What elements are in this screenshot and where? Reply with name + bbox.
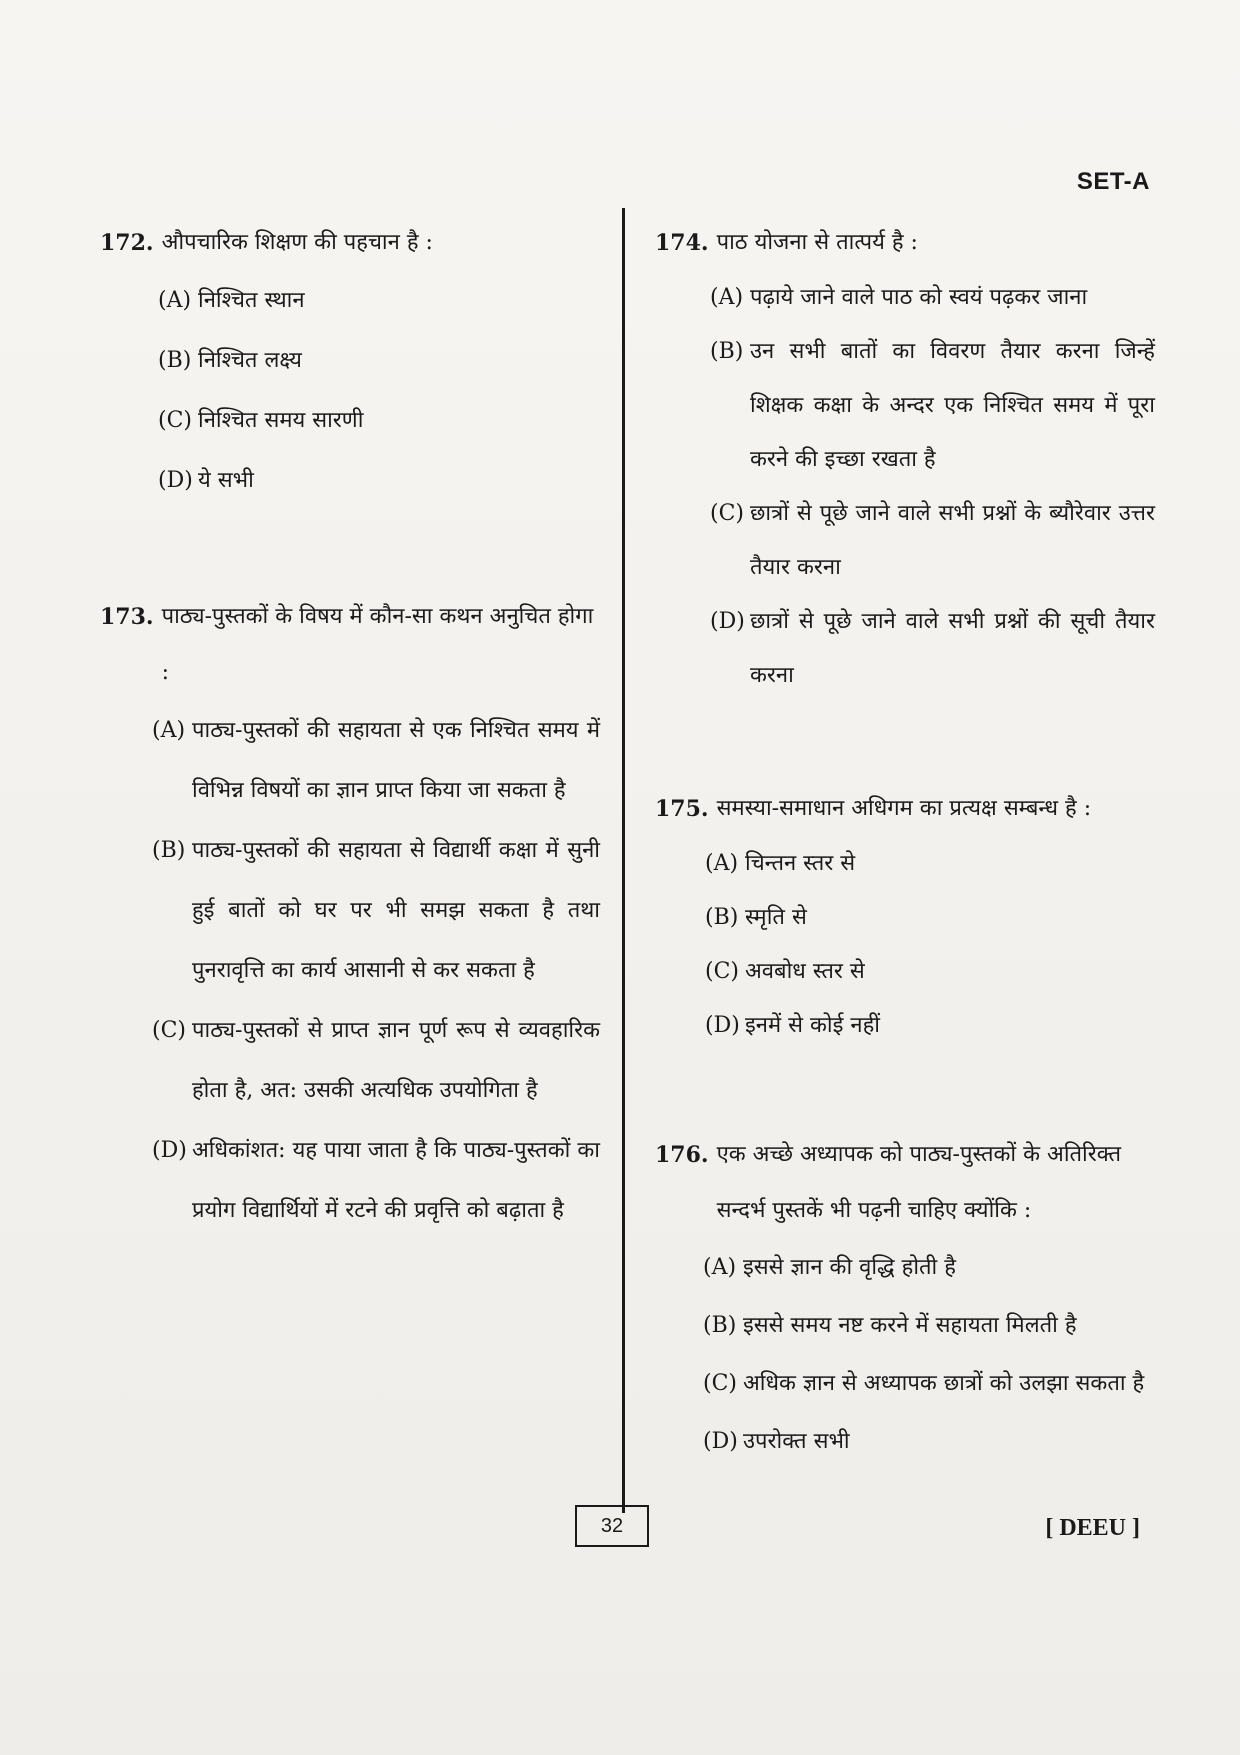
question-stem xyxy=(655,1127,1155,1239)
option-letter: (D) xyxy=(158,468,193,493)
page-number: 32 xyxy=(575,1505,649,1547)
option-letter: (B) xyxy=(710,339,744,364)
option-letter: (D) xyxy=(703,1429,738,1454)
option-text: पाठ्य-पुस्तकों की सहायता से विद्यार्थी कक्षा में सुनी हुई बातों को घर पर भी समझ सकता है तथा पुनरावृत्ति का कार्य आसानी से कर सकता है xyxy=(192,838,600,983)
option-letter: (A) xyxy=(158,288,192,313)
option-b xyxy=(655,1297,1155,1355)
question-stem xyxy=(655,215,1155,271)
option-c xyxy=(655,945,1155,999)
option-text: उपरोक्त सभी xyxy=(743,1429,850,1454)
option-text: पढ़ाये जाने वाले पाठ को स्वयं पढ़कर जाना xyxy=(750,285,1088,310)
option-text: छात्रों से पूछे जाने वाले सभी प्रश्नों के ब्यौरेवार उत्तर तैयार करना xyxy=(750,501,1155,580)
option-c xyxy=(655,1355,1155,1413)
option-b xyxy=(100,331,600,391)
option-text: उन सभी बातों का विवरण तैयार करना जिन्हें शिक्षक कक्षा के अन्दर एक निश्चित समय में पूरा करने की इच्छा रखता है xyxy=(750,339,1155,472)
option-text: छात्रों से पूछे जाने वाले सभी प्रश्नों की सूची तैयार करना xyxy=(750,609,1155,688)
option-letter: (B) xyxy=(705,905,739,930)
question-number: 172. xyxy=(100,230,154,256)
column-divider xyxy=(622,208,625,1513)
option-c xyxy=(100,1001,600,1121)
question-174 xyxy=(655,215,1155,703)
option-letter: (C) xyxy=(705,959,739,984)
option-text: इससे समय नष्ट करने में सहायता मिलती है xyxy=(743,1313,1077,1338)
option-a xyxy=(655,1239,1155,1297)
option-letter: (D) xyxy=(710,609,745,634)
option-letter: (B) xyxy=(703,1313,737,1338)
option-d xyxy=(655,999,1155,1053)
option-a xyxy=(655,271,1155,325)
option-b xyxy=(100,821,600,1001)
option-letter: (C) xyxy=(710,501,744,526)
option-b xyxy=(655,325,1155,487)
question-176 xyxy=(655,1127,1155,1471)
option-text: चिन्तन स्तर से xyxy=(745,851,856,876)
option-a xyxy=(655,837,1155,891)
option-letter: (C) xyxy=(703,1371,737,1396)
question-text: समस्या-समाधान अधिगम का प्रत्यक्ष सम्बन्ध है : xyxy=(716,796,1092,821)
question-173 xyxy=(100,589,600,1241)
option-text: अधिकांशत: यह पाया जाता है कि पाठ्य-पुस्तकों का प्रयोग विद्यार्थियों में रटने की प्रवृत्ति को बढ़ाता है xyxy=(192,1138,600,1223)
question-text: पाठ्य-पुस्तकों के विषय में कौन-सा कथन अनुचित होगा : xyxy=(161,604,594,685)
option-letter: (B) xyxy=(152,838,186,863)
option-b xyxy=(655,891,1155,945)
option-letter: (A) xyxy=(705,851,739,876)
option-letter: (A) xyxy=(152,718,186,743)
option-a xyxy=(100,271,600,331)
option-d xyxy=(100,451,600,511)
option-text: पाठ्य-पुस्तकों की सहायता से एक निश्चित समय में विभिन्न विषयों का ज्ञान प्राप्त किया जा सकता है xyxy=(192,718,600,803)
option-letter: (B) xyxy=(158,348,192,373)
question-stem xyxy=(655,781,1155,837)
option-letter: (D) xyxy=(705,1013,740,1038)
option-text: निश्चित लक्ष्य xyxy=(198,348,302,373)
option-text: इनमें से कोई नहीं xyxy=(745,1013,881,1038)
option-text: स्मृति से xyxy=(745,905,807,930)
option-d xyxy=(100,1121,600,1241)
option-c xyxy=(100,391,600,451)
option-text: पाठ्य-पुस्तकों से प्राप्त ज्ञान पूर्ण रूप से व्यवहारिक होता है, अत: उसकी अत्यधिक उपयोगिता है xyxy=(192,1018,600,1103)
option-letter: (C) xyxy=(158,408,192,433)
option-text: निश्चित समय सारणी xyxy=(198,408,364,433)
option-d xyxy=(655,1413,1155,1471)
question-172 xyxy=(100,215,600,511)
option-text: अधिक ज्ञान से अध्यापक छात्रों को उलझा सकता है xyxy=(743,1371,1145,1396)
option-d xyxy=(655,595,1155,703)
left-column xyxy=(100,215,600,1241)
question-text: एक अच्छे अध्यापक को पाठ्य-पुस्तकों के अतिरिक्त सन्दर्भ पुस्तकें भी पढ़नी चाहिए क्योंकि : xyxy=(716,1142,1122,1223)
option-text: ये सभी xyxy=(198,468,254,493)
option-text: अवबोध स्तर से xyxy=(745,959,865,984)
question-number: 176. xyxy=(655,1142,709,1168)
option-text: इससे ज्ञान की वृद्धि होती है xyxy=(743,1255,956,1280)
option-letter: (A) xyxy=(710,285,744,310)
option-letter: (D) xyxy=(152,1138,187,1163)
question-number: 173. xyxy=(100,604,154,630)
option-letter: (C) xyxy=(152,1018,186,1043)
option-c xyxy=(655,487,1155,595)
paper-code: [ DEEU ] xyxy=(1045,1515,1140,1541)
question-text: पाठ योजना से तात्पर्य है : xyxy=(716,230,918,255)
option-letter: (A) xyxy=(703,1255,737,1280)
option-text: निश्चित स्थान xyxy=(198,288,305,313)
option-a xyxy=(100,701,600,821)
question-number: 175. xyxy=(655,796,709,822)
question-stem xyxy=(100,589,600,701)
question-175 xyxy=(655,781,1155,1053)
question-number: 174. xyxy=(655,230,709,256)
set-label: SET-A xyxy=(1076,168,1150,195)
question-stem xyxy=(100,215,600,271)
right-column xyxy=(655,215,1155,1471)
question-text: औपचारिक शिक्षण की पहचान है : xyxy=(161,230,433,255)
